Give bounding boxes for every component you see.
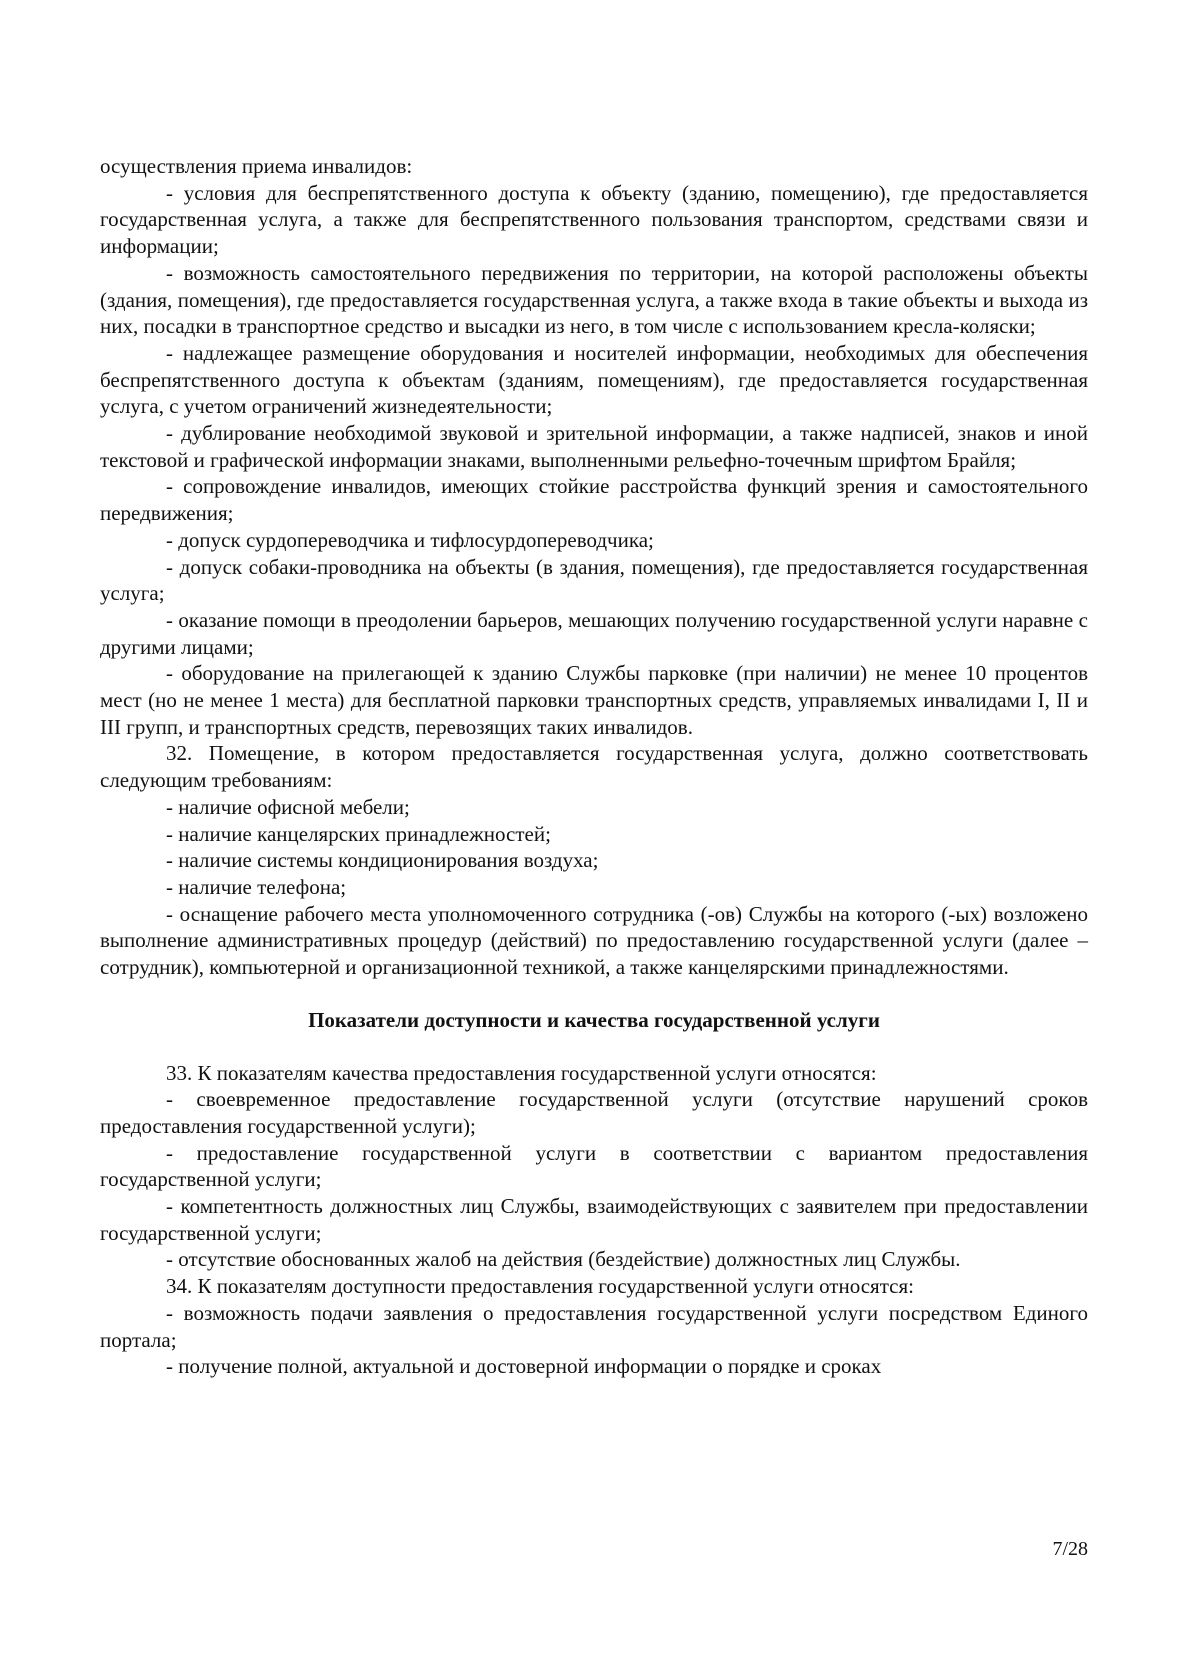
list-item: - наличие системы кондиционирования воздуха; bbox=[166, 848, 599, 873]
list-item: - наличие офисной мебели; bbox=[166, 794, 410, 819]
list-item: - оснащение рабочего места уполномоченного сотрудника (-ов) Службы на которого (-ых) возложено выполнение административных процедур (действий) по предоставлению государственной услуги (далее – сотрудник), компьютерной и организационной техникой, а также канцелярскими принадлежностями. bbox=[100, 901, 1088, 980]
list-item: - допуск собаки-проводника на объекты (в здания, помещения), где предоставляется государственная услуга; bbox=[100, 554, 1088, 606]
list-item: - условия для беспрепятственного доступа к объекту (зданию, помещению), где предоставляется государственная услуга, а также для беспрепятственного пользования транспортом, средствами связи и информации; bbox=[100, 180, 1088, 259]
list-item: - отсутствие обоснованных жалоб на действия (бездействие) должностных лиц Службы. bbox=[166, 1247, 961, 1272]
list-item: - наличие канцелярских принадлежностей; bbox=[166, 821, 551, 846]
paragraph: осуществления приема инвалидов: bbox=[100, 154, 413, 178]
list-item: - получение полной, актуальной и достоверной информации о порядке и сроках bbox=[166, 1354, 882, 1379]
paragraph: 34. К показателям доступности предоставления государственной услуги относятся: bbox=[166, 1274, 914, 1299]
list-item: - наличие телефона; bbox=[166, 874, 347, 899]
list-item: - оказание помощи в преодолении барьеров, мешающих получению государственной услуги наравне с другими лицами; bbox=[100, 607, 1088, 659]
list-item: - возможность самостоятельного передвижения по территории, на которой расположены объекты (здания, помещения), где предоставляется государственная услуга, а также входа в такие объекты и выхода из них, посадки в транспортное средство и высадки из него, в том числе с использованием кресла-коляски; bbox=[100, 260, 1088, 339]
list-item: - надлежащее размещение оборудования и носителей информации, необходимых для обеспечения беспрепятственного доступа к объектам (зданиям, помещениям), где предоставляется государственная услуга, с учетом ограничений жизнедеятельности; bbox=[100, 340, 1088, 419]
list-item: - оборудование на прилегающей к зданию Службы парковке (при наличии) не менее 10 процентов мест (но не менее 1 места) для бесплатной парковки транспортных средств, управляемых инвалидами I, II и III групп, и транспортных средств, перевозящих таких инвалидов. bbox=[100, 661, 1088, 739]
section-heading: Показатели доступности и качества государственной услуги bbox=[308, 1007, 880, 1032]
list-item: - дублирование необходимой звуковой и зрительной информации, а также надписей, знаков и иной текстовой и графической информации знаками, выполненными рельефно-точечным шрифтом Брайля; bbox=[100, 421, 1088, 472]
list-item: - компетентность должностных лиц Службы, взаимодействующих с заявителем при предоставлении государственной услуги; bbox=[100, 1194, 1088, 1245]
paragraph: 33. К показателям качества предоставления государственной услуги относятся: bbox=[166, 1060, 877, 1085]
list-item: - допуск сурдопереводчика и тифлосурдопереводчика; bbox=[166, 527, 654, 552]
page-number: 7/28 bbox=[1052, 1538, 1088, 1560]
paragraph: 32. Помещение, в котором предоставляется государственная услуга, должно соответствовать следующим требованиям: bbox=[100, 741, 1088, 793]
list-item: - своевременное предоставление государственной услуги (отсутствие нарушений сроков предоставления государственной услуги); bbox=[100, 1087, 1088, 1138]
document-body bbox=[100, 153, 1088, 1380]
list-item: - предоставление государственной услуги в соответствии с вариантом предоставления государственной услуги; bbox=[100, 1140, 1088, 1192]
list-item: - возможность подачи заявления о предоставления государственной услуги посредством Единого портала; bbox=[100, 1300, 1088, 1352]
list-item: - сопровождение инвалидов, имеющих стойкие расстройства функций зрения и самостоятельного передвижения; bbox=[100, 474, 1088, 526]
